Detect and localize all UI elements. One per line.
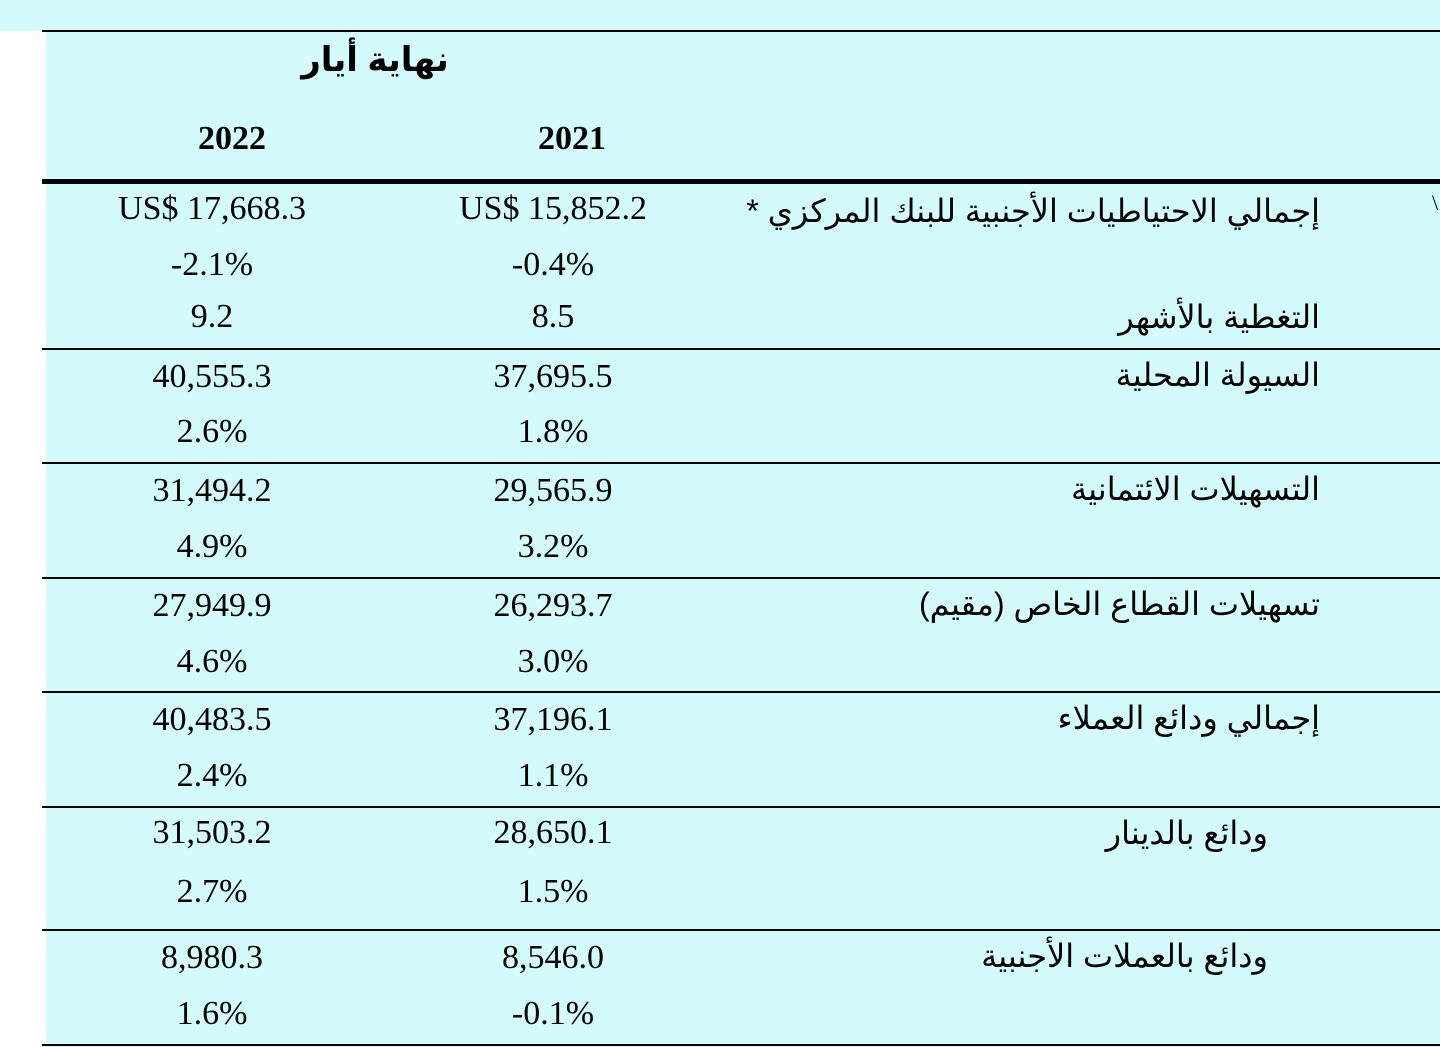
- change-2021: 3.2%: [517, 528, 589, 565]
- value-2021: 37,695.5: [493, 358, 613, 395]
- row-divider: [42, 691, 1440, 693]
- change-2021: 1.5%: [517, 873, 589, 910]
- value-2022: 31,503.2: [152, 814, 272, 851]
- change-2021: -0.4%: [511, 246, 595, 283]
- value-2021: 28,650.1: [493, 814, 613, 851]
- row-label-private-sector-facilities: تسهيلات القطاع الخاص (مقيم): [919, 586, 1320, 622]
- period-header: نهاية أيار: [301, 41, 449, 79]
- value-2021: US$ 15,852.2: [459, 190, 647, 227]
- change-2021: 1.8%: [517, 413, 589, 450]
- value-2022: 8,980.3: [161, 939, 263, 976]
- value-2021: 29,565.9: [493, 472, 613, 509]
- row-label-credit-facilities: التسهيلات الائتمانية: [1070, 471, 1320, 507]
- row-divider: [42, 462, 1440, 464]
- row-divider: [42, 348, 1440, 350]
- value-2021: 37,196.1: [493, 701, 613, 738]
- change-2021: -0.1%: [511, 995, 595, 1032]
- value-2022: 31,494.2: [152, 472, 272, 509]
- change-2022: 4.9%: [176, 528, 248, 565]
- row-divider: [42, 929, 1440, 931]
- row-label-foreign-currency-deposits: ودائع بالعملات الأجنبية: [981, 938, 1268, 974]
- value-2021: 26,293.7: [493, 587, 613, 624]
- row-label-dinar-deposits: ودائع بالدينار: [1105, 815, 1268, 851]
- coverage-2021: 8.5: [531, 298, 575, 335]
- row-label-domestic-liquidity: السيولة المحلية: [1115, 357, 1320, 393]
- value-2022: US$ 17,668.3: [118, 190, 306, 227]
- row-divider: [42, 806, 1440, 808]
- change-2021: 3.0%: [517, 643, 589, 680]
- change-2021: 1.1%: [517, 757, 589, 794]
- change-2022: 2.4%: [176, 757, 248, 794]
- value-2022: 27,949.9: [152, 587, 272, 624]
- change-2022: 1.6%: [176, 995, 248, 1032]
- left-margin: [0, 31, 46, 1047]
- header-rule: [42, 179, 1440, 184]
- edge-mark: \: [1432, 190, 1439, 215]
- value-2022: 40,555.3: [152, 358, 272, 395]
- change-2022: 2.6%: [176, 413, 248, 450]
- row-label-total-customer-deposits: إجمالي ودائع العملاء: [1057, 700, 1320, 736]
- row-divider: [42, 577, 1440, 579]
- row-label-foreign-reserves: إجمالي الاحتياطيات الأجنبية للبنك المركزي *: [746, 193, 1320, 229]
- coverage-2022: 9.2: [190, 298, 234, 335]
- change-2022: 2.7%: [176, 873, 248, 910]
- top-rule: [42, 30, 1440, 32]
- change-2022: 4.6%: [176, 643, 248, 680]
- row-label-coverage-months: التغطية بالأشهر: [1118, 299, 1320, 335]
- bottom-rule: [42, 1044, 1440, 1046]
- year-2022-header: 2022: [198, 120, 266, 157]
- year-2021-header: 2021: [538, 120, 606, 157]
- value-2022: 40,483.5: [152, 701, 272, 738]
- change-2022: -2.1%: [170, 246, 254, 283]
- value-2021: 8,546.0: [502, 939, 604, 976]
